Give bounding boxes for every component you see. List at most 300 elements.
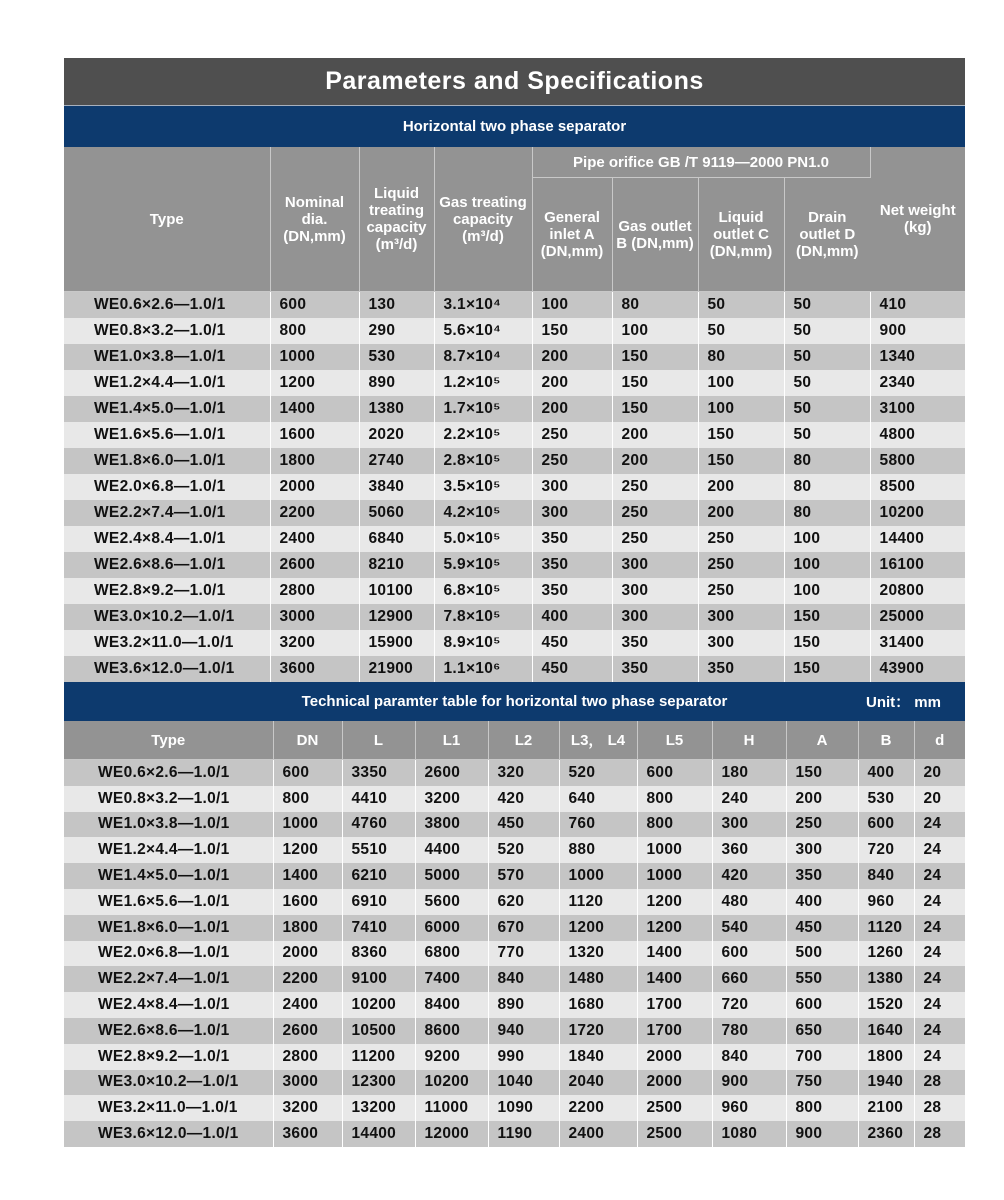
table-cell: 14400 xyxy=(870,526,965,552)
technical-parameter-body xyxy=(64,760,965,1147)
table-cell: 2360 xyxy=(858,1121,914,1147)
table-cell: 250 xyxy=(786,812,858,838)
table-cell: 180 xyxy=(712,760,786,786)
table-cell: 750 xyxy=(786,1070,858,1096)
table-row xyxy=(64,915,965,941)
table-cell: 1640 xyxy=(858,1018,914,1044)
table-row xyxy=(64,552,965,578)
table-cell: 600 xyxy=(273,760,342,786)
table-cell: 1480 xyxy=(559,966,637,992)
table-cell: WE1.8×6.0—1.0/1 xyxy=(64,915,273,941)
table-cell: 3100 xyxy=(870,396,965,422)
table-cell: 2500 xyxy=(637,1095,712,1121)
table-cell: WE2.6×8.6—1.0/1 xyxy=(64,552,270,578)
table-cell: 800 xyxy=(637,812,712,838)
table-cell: 5000 xyxy=(415,863,488,889)
table-cell: 4760 xyxy=(342,812,415,838)
table-cell: 200 xyxy=(532,344,612,370)
table-row xyxy=(64,812,965,838)
table-cell: 1000 xyxy=(559,863,637,889)
table-cell: 720 xyxy=(858,837,914,863)
table-cell: 43900 xyxy=(870,656,965,682)
table-cell: 2600 xyxy=(270,552,359,578)
table-cell: 880 xyxy=(559,837,637,863)
table-cell: 12000 xyxy=(415,1121,488,1147)
table-cell: 960 xyxy=(858,889,914,915)
table-cell: 6.8×10⁵ xyxy=(434,578,532,604)
table-cell: 1190 xyxy=(488,1121,559,1147)
table-cell: 3800 xyxy=(415,812,488,838)
table-cell: 2200 xyxy=(559,1095,637,1121)
table-cell: WE1.2×4.4—1.0/1 xyxy=(64,837,273,863)
table-cell: 300 xyxy=(612,552,698,578)
table-cell: 1.1×10⁶ xyxy=(434,656,532,682)
table-cell: WE0.6×2.6—1.0/1 xyxy=(64,760,273,786)
table-row xyxy=(64,1121,965,1147)
table-cell: 500 xyxy=(786,941,858,967)
table-cell: 800 xyxy=(273,786,342,812)
table-cell: 450 xyxy=(488,812,559,838)
table-cell: 14400 xyxy=(342,1121,415,1147)
table-cell: 24 xyxy=(914,992,965,1018)
column-header: H xyxy=(712,721,786,760)
table-cell: 1700 xyxy=(637,1018,712,1044)
table-cell: 3.5×10⁵ xyxy=(434,474,532,500)
column-header: L5 xyxy=(637,721,712,760)
table-cell: 3000 xyxy=(273,1070,342,1096)
header-pipe-orifice-group: Pipe orifice GB /T 9119—2000 PN1.0 xyxy=(532,147,870,178)
table-cell: 2.2×10⁵ xyxy=(434,422,532,448)
table-cell: 8400 xyxy=(415,992,488,1018)
table-cell: 2000 xyxy=(637,1070,712,1096)
table-cell: WE1.8×6.0—1.0/1 xyxy=(64,448,270,474)
table-cell: 300 xyxy=(612,604,698,630)
table-cell: 540 xyxy=(712,915,786,941)
table-cell: 2740 xyxy=(359,448,434,474)
table-cell: 28 xyxy=(914,1121,965,1147)
column-header: DN xyxy=(273,721,342,760)
table-cell: 150 xyxy=(784,604,870,630)
section1-title-bar xyxy=(64,105,965,147)
table-cell: 300 xyxy=(532,474,612,500)
table-cell: 640 xyxy=(559,786,637,812)
table-cell: 1120 xyxy=(858,915,914,941)
table-cell: 2600 xyxy=(415,760,488,786)
table-cell: 420 xyxy=(488,786,559,812)
table-cell: 450 xyxy=(786,915,858,941)
table-cell: 12300 xyxy=(342,1070,415,1096)
table-cell: 1080 xyxy=(712,1121,786,1147)
table-cell: WE2.0×6.8—1.0/1 xyxy=(64,474,270,500)
table-cell: WE3.0×10.2—1.0/1 xyxy=(64,1070,273,1096)
table-cell: 1200 xyxy=(559,915,637,941)
table-cell: 1090 xyxy=(488,1095,559,1121)
table-cell: 150 xyxy=(532,318,612,344)
table-cell: 7410 xyxy=(342,915,415,941)
table-cell: 940 xyxy=(488,1018,559,1044)
table-cell: 250 xyxy=(612,474,698,500)
table-cell: 200 xyxy=(532,370,612,396)
table-row xyxy=(64,1018,965,1044)
table-cell: 1840 xyxy=(559,1044,637,1070)
table-cell: 410 xyxy=(870,292,965,319)
table-cell: 350 xyxy=(612,656,698,682)
table-row xyxy=(64,837,965,863)
page-title: Parameters and Specifications xyxy=(64,58,965,105)
table-row xyxy=(64,448,965,474)
header-general-inlet: General inlet A (DN,mm) xyxy=(532,178,612,292)
table-cell: 1200 xyxy=(273,837,342,863)
table-cell: 1.7×10⁵ xyxy=(434,396,532,422)
table-cell: 2040 xyxy=(559,1070,637,1096)
table-cell: 3200 xyxy=(415,786,488,812)
table-cell: 350 xyxy=(532,526,612,552)
table-cell: 770 xyxy=(488,941,559,967)
table-cell: 9100 xyxy=(342,966,415,992)
table-cell: 670 xyxy=(488,915,559,941)
table-cell: 11200 xyxy=(342,1044,415,1070)
table-cell: WE2.8×9.2—1.0/1 xyxy=(64,1044,273,1070)
table-cell: 6840 xyxy=(359,526,434,552)
table-cell: 840 xyxy=(712,1044,786,1070)
table-cell: WE3.2×11.0—1.0/1 xyxy=(64,1095,273,1121)
table-cell: 24 xyxy=(914,837,965,863)
table-cell: 840 xyxy=(858,863,914,889)
table-cell: 1520 xyxy=(858,992,914,1018)
header-gas-capacity: Gas treating capacity (m³/d) xyxy=(434,147,532,292)
table-cell: 600 xyxy=(637,760,712,786)
table-cell: 400 xyxy=(858,760,914,786)
table-cell: 100 xyxy=(698,396,784,422)
table-cell: 2000 xyxy=(270,474,359,500)
table-cell: 1340 xyxy=(870,344,965,370)
table-cell: 900 xyxy=(870,318,965,344)
table-cell: 16100 xyxy=(870,552,965,578)
table-cell: 5.0×10⁵ xyxy=(434,526,532,552)
table-cell: 350 xyxy=(786,863,858,889)
table-cell: 20800 xyxy=(870,578,965,604)
table-cell: 650 xyxy=(786,1018,858,1044)
table-cell: 5060 xyxy=(359,500,434,526)
table-row xyxy=(64,863,965,889)
table-cell: 2100 xyxy=(858,1095,914,1121)
table-cell: 150 xyxy=(698,422,784,448)
table-row xyxy=(64,966,965,992)
table-cell: 50 xyxy=(698,318,784,344)
table-cell: 900 xyxy=(712,1070,786,1096)
table-cell: 150 xyxy=(612,344,698,370)
table-cell: WE1.4×5.0—1.0/1 xyxy=(64,396,270,422)
table-cell: 4.2×10⁵ xyxy=(434,500,532,526)
table-cell: 200 xyxy=(532,396,612,422)
table-row xyxy=(64,760,965,786)
table-cell: 990 xyxy=(488,1044,559,1070)
table-cell: 80 xyxy=(612,292,698,319)
table-cell: 4410 xyxy=(342,786,415,812)
table-cell: 2800 xyxy=(270,578,359,604)
table-cell: 15900 xyxy=(359,630,434,656)
table-cell: 200 xyxy=(612,448,698,474)
header-liquid-capacity: Liquid treating capacity (m³/d) xyxy=(359,147,434,292)
table-cell: 530 xyxy=(359,344,434,370)
table-cell: 2800 xyxy=(273,1044,342,1070)
table-row xyxy=(64,500,965,526)
unit-label: Unit： mm xyxy=(865,694,941,711)
header-liquid-outlet: Liquid outlet C (DN,mm) xyxy=(698,178,784,292)
table-cell: 1400 xyxy=(273,863,342,889)
table-cell: 28 xyxy=(914,1095,965,1121)
table-cell: WE2.4×8.4—1.0/1 xyxy=(64,526,270,552)
table-row xyxy=(64,630,965,656)
column-header: L3， L4 xyxy=(559,721,637,760)
table-cell: 80 xyxy=(784,474,870,500)
table-cell: 8600 xyxy=(415,1018,488,1044)
table-cell: 420 xyxy=(712,863,786,889)
column-header: B xyxy=(858,721,914,760)
table-cell: 2000 xyxy=(273,941,342,967)
table-cell: 150 xyxy=(786,760,858,786)
table-cell: 3000 xyxy=(270,604,359,630)
table-cell: 300 xyxy=(698,604,784,630)
table-cell: 250 xyxy=(698,578,784,604)
table-cell: 130 xyxy=(359,292,434,319)
table-cell: 530 xyxy=(858,786,914,812)
table-cell: 300 xyxy=(712,812,786,838)
table-cell: 300 xyxy=(786,837,858,863)
table-cell: 5600 xyxy=(415,889,488,915)
table-cell: 1120 xyxy=(559,889,637,915)
table-cell: 2340 xyxy=(870,370,965,396)
table-cell: WE1.0×3.8—1.0/1 xyxy=(64,344,270,370)
table-cell: WE0.8×3.2—1.0/1 xyxy=(64,318,270,344)
table-cell: 600 xyxy=(858,812,914,838)
table-cell: 1200 xyxy=(637,889,712,915)
table-row xyxy=(64,370,965,396)
table-cell: 1380 xyxy=(359,396,434,422)
table-row xyxy=(64,604,965,630)
table-cell: 400 xyxy=(786,889,858,915)
table-cell: 1.2×10⁵ xyxy=(434,370,532,396)
table-cell: 100 xyxy=(698,370,784,396)
table-cell: 1000 xyxy=(273,812,342,838)
table-cell: 24 xyxy=(914,863,965,889)
table-cell: 24 xyxy=(914,966,965,992)
table-cell: 300 xyxy=(612,578,698,604)
table-cell: 600 xyxy=(786,992,858,1018)
column-header: L2 xyxy=(488,721,559,760)
column-header: A xyxy=(786,721,858,760)
table-cell: 800 xyxy=(786,1095,858,1121)
table-row xyxy=(64,992,965,1018)
table-cell: WE3.0×10.2—1.0/1 xyxy=(64,604,270,630)
table-cell: 320 xyxy=(488,760,559,786)
table-cell: WE3.2×11.0—1.0/1 xyxy=(64,630,270,656)
table-cell: 80 xyxy=(698,344,784,370)
table-cell: 200 xyxy=(786,786,858,812)
table-cell: 31400 xyxy=(870,630,965,656)
table-cell: 720 xyxy=(712,992,786,1018)
table-cell: 290 xyxy=(359,318,434,344)
table-cell: 400 xyxy=(532,604,612,630)
table-cell: 800 xyxy=(270,318,359,344)
table-row xyxy=(64,292,965,319)
table-cell: 1200 xyxy=(270,370,359,396)
table-cell: 1720 xyxy=(559,1018,637,1044)
technical-parameter-table xyxy=(64,721,965,1147)
table-cell: 100 xyxy=(532,292,612,319)
table-cell: 250 xyxy=(532,422,612,448)
table-cell: 1000 xyxy=(637,837,712,863)
table-cell: 250 xyxy=(698,526,784,552)
table-cell: 1800 xyxy=(858,1044,914,1070)
table-cell: WE0.8×3.2—1.0/1 xyxy=(64,786,273,812)
table-cell: 450 xyxy=(532,656,612,682)
table-cell: 7.8×10⁵ xyxy=(434,604,532,630)
table-cell: 1700 xyxy=(637,992,712,1018)
table-cell: 3200 xyxy=(270,630,359,656)
table-cell: 1260 xyxy=(858,941,914,967)
table-cell: 1040 xyxy=(488,1070,559,1096)
table-cell: WE2.4×8.4—1.0/1 xyxy=(64,992,273,1018)
table-cell: 7400 xyxy=(415,966,488,992)
header-type: Type xyxy=(64,147,270,292)
table-cell: 10500 xyxy=(342,1018,415,1044)
table-cell: 8.9×10⁵ xyxy=(434,630,532,656)
table-cell: 300 xyxy=(698,630,784,656)
table-cell: 1600 xyxy=(273,889,342,915)
table-cell: 20 xyxy=(914,760,965,786)
table-row xyxy=(64,656,965,682)
table-cell: 620 xyxy=(488,889,559,915)
column-header: Type xyxy=(64,721,273,760)
table-cell: WE1.0×3.8—1.0/1 xyxy=(64,812,273,838)
table-cell: 100 xyxy=(784,578,870,604)
table-cell: 1800 xyxy=(270,448,359,474)
table-cell: 700 xyxy=(786,1044,858,1070)
table-cell: 360 xyxy=(712,837,786,863)
table-cell: 10200 xyxy=(342,992,415,1018)
separator-parameters-body xyxy=(64,292,965,683)
table-cell: 250 xyxy=(698,552,784,578)
table-cell: 2000 xyxy=(637,1044,712,1070)
table-cell: 760 xyxy=(559,812,637,838)
table-cell: 6000 xyxy=(415,915,488,941)
table-cell: 450 xyxy=(532,630,612,656)
table-row xyxy=(64,526,965,552)
table-row xyxy=(64,941,965,967)
table-cell: 800 xyxy=(637,786,712,812)
table-cell: 100 xyxy=(784,526,870,552)
table-cell: 50 xyxy=(784,344,870,370)
table-cell: 50 xyxy=(784,292,870,319)
table-cell: 250 xyxy=(612,500,698,526)
table-cell: 8360 xyxy=(342,941,415,967)
header-gas-outlet: Gas outlet B (DN,mm) xyxy=(612,178,698,292)
table-cell: 150 xyxy=(784,656,870,682)
table-cell: WE1.6×5.6—1.0/1 xyxy=(64,889,273,915)
table-cell: WE2.2×7.4—1.0/1 xyxy=(64,500,270,526)
table-cell: 1680 xyxy=(559,992,637,1018)
table-cell: 1600 xyxy=(270,422,359,448)
table-cell: WE1.4×5.0—1.0/1 xyxy=(64,863,273,889)
table-cell: 350 xyxy=(612,630,698,656)
table-cell: 12900 xyxy=(359,604,434,630)
section2-title: Technical paramter table for horizontal two phase separator xyxy=(301,693,728,710)
table-cell: 150 xyxy=(612,370,698,396)
table-row xyxy=(64,578,965,604)
table-cell: 480 xyxy=(712,889,786,915)
table-cell: WE1.2×4.4—1.0/1 xyxy=(64,370,270,396)
table-row xyxy=(64,1044,965,1070)
table-cell: 2600 xyxy=(273,1018,342,1044)
table-cell: 50 xyxy=(784,318,870,344)
table-cell: 5800 xyxy=(870,448,965,474)
table-row xyxy=(64,422,965,448)
table-cell: 4400 xyxy=(415,837,488,863)
table-cell: 350 xyxy=(532,578,612,604)
table-cell: 1800 xyxy=(273,915,342,941)
table-cell: 900 xyxy=(786,1121,858,1147)
table-cell: 240 xyxy=(712,786,786,812)
table-cell: 1400 xyxy=(270,396,359,422)
table-cell: 660 xyxy=(712,966,786,992)
table-cell: 150 xyxy=(612,396,698,422)
table-cell: 50 xyxy=(698,292,784,319)
table-cell: WE2.6×8.6—1.0/1 xyxy=(64,1018,273,1044)
table-cell: WE1.6×5.6—1.0/1 xyxy=(64,422,270,448)
table-cell: WE3.6×12.0—1.0/1 xyxy=(64,1121,273,1147)
table-row xyxy=(64,474,965,500)
header-net-weight: Net weight (kg) xyxy=(870,147,965,292)
table-cell: 5.9×10⁵ xyxy=(434,552,532,578)
section2-title-bar xyxy=(64,682,965,721)
spec-sheet xyxy=(64,58,965,1147)
table-cell: 1400 xyxy=(637,966,712,992)
table-cell: 200 xyxy=(698,500,784,526)
table-cell: 21900 xyxy=(359,656,434,682)
table-cell: WE2.2×7.4—1.0/1 xyxy=(64,966,273,992)
table-cell: 2.8×10⁵ xyxy=(434,448,532,474)
table-cell: 2500 xyxy=(637,1121,712,1147)
table-cell: 550 xyxy=(786,966,858,992)
table-cell: 200 xyxy=(612,422,698,448)
table-cell: 3600 xyxy=(273,1121,342,1147)
header-drain-outlet: Drain outlet D (DN,mm) xyxy=(784,178,870,292)
table-cell: 780 xyxy=(712,1018,786,1044)
table-row xyxy=(64,396,965,422)
table-cell: 3.1×10⁴ xyxy=(434,292,532,319)
table-cell: 24 xyxy=(914,941,965,967)
table-cell: WE0.6×2.6—1.0/1 xyxy=(64,292,270,319)
table-cell: 8.7×10⁴ xyxy=(434,344,532,370)
table-cell: 10200 xyxy=(415,1070,488,1096)
table-cell: 570 xyxy=(488,863,559,889)
table-cell: 9200 xyxy=(415,1044,488,1070)
table-cell: 600 xyxy=(712,941,786,967)
table-cell: 840 xyxy=(488,966,559,992)
table-cell: 3350 xyxy=(342,760,415,786)
table-cell: 350 xyxy=(532,552,612,578)
table-cell: 80 xyxy=(784,500,870,526)
table-cell: 28 xyxy=(914,1070,965,1096)
table-cell: 24 xyxy=(914,915,965,941)
table-row xyxy=(64,318,965,344)
table-cell: 3200 xyxy=(273,1095,342,1121)
table-row xyxy=(64,1070,965,1096)
header-nominal-dia: Nominal dia. (DN,mm) xyxy=(270,147,359,292)
table-row xyxy=(64,1095,965,1121)
table-row xyxy=(64,344,965,370)
